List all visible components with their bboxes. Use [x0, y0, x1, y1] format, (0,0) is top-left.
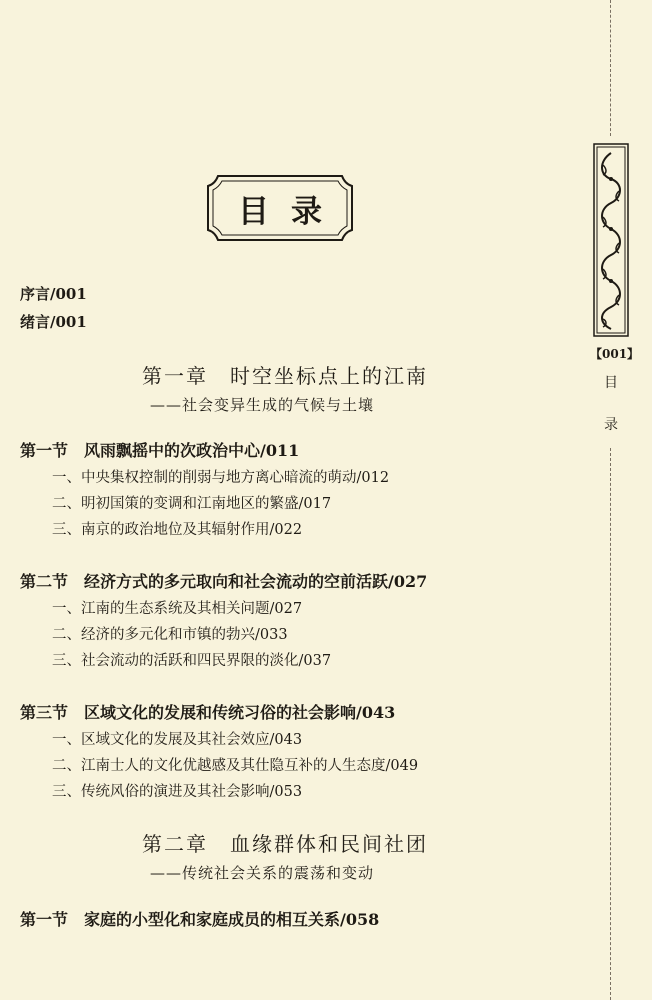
margin-dashed-line-bottom — [610, 448, 611, 1000]
title-plaque — [204, 172, 356, 244]
chapter-1-title[interactable]: 第一章 时空坐标点上的江南 — [142, 364, 428, 388]
chapter-1-section-2-item-3[interactable]: 三、社会流动的活跃和四民界限的淡化/037 — [52, 653, 332, 669]
chapter-1-section-3-item-2[interactable]: 二、江南士人的文化优越感及其仕隐互补的人生态度/049 — [52, 758, 419, 774]
chapter-1-section-2[interactable]: 第二节 经济方式的多元取向和社会流动的空前活跃/027 — [20, 572, 428, 591]
margin-char-lu: 录 — [604, 417, 618, 433]
chapter-2-title[interactable]: 第二章 血缘群体和民间社团 — [142, 832, 428, 856]
chapter-1-section-3-item-3[interactable]: 三、传统风俗的演进及其社会影响/053 — [52, 784, 303, 800]
chapter-1-section-3[interactable]: 第三节 区域文化的发展和传统习俗的社会影响/043 — [20, 703, 396, 722]
margin-dashed-line-top — [610, 0, 611, 136]
chapter-1-section-2-item-2[interactable]: 二、经济的多元化和市镇的勃兴/033 — [52, 627, 288, 643]
scroll-ornament-icon — [593, 143, 629, 337]
chapter-1-section-1[interactable]: 第一节 风雨飘摇中的次政治中心/011 — [20, 441, 300, 460]
chapter-1-section-3-item-1[interactable]: 一、区域文化的发展及其社会效应/043 — [52, 732, 303, 748]
chapter-1-section-1-item-1[interactable]: 一、中央集权控制的削弱与地方离心暗流的萌动/012 — [52, 470, 390, 486]
margin-char-mu: 目 — [604, 375, 618, 391]
front-matter-intro[interactable]: 绪言/001 — [20, 313, 87, 331]
chapter-2-section-1[interactable]: 第一节 家庭的小型化和家庭成员的相互关系/058 — [20, 910, 380, 929]
chapter-2-subtitle: ——传统社会关系的震荡和变动 — [150, 864, 375, 882]
page-title: 目录 — [238, 193, 344, 230]
page-number: 【001】 — [590, 347, 640, 361]
chapter-1-section-2-item-1[interactable]: 一、江南的生态系统及其相关问题/027 — [52, 601, 303, 617]
front-matter-preface[interactable]: 序言/001 — [20, 285, 87, 303]
chapter-1-subtitle: ——社会变异生成的气候与土壤 — [150, 396, 375, 414]
chapter-1-section-1-item-2[interactable]: 二、明初国策的变调和江南地区的繁盛/017 — [52, 496, 332, 512]
chapter-1-section-1-item-3[interactable]: 三、南京的政治地位及其辐射作用/022 — [52, 522, 303, 538]
